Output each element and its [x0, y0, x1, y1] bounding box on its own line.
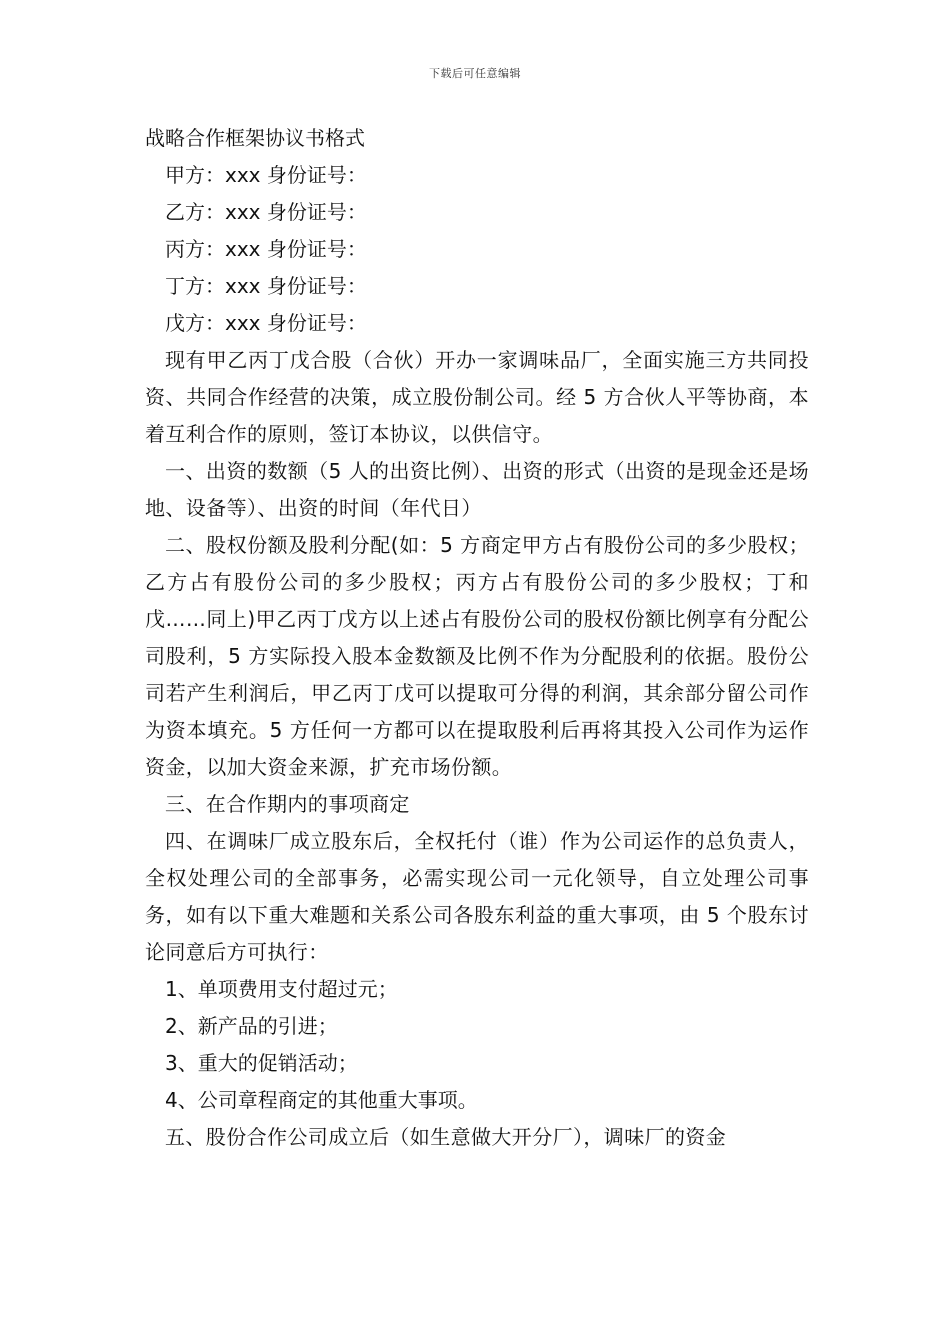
party-line: 乙方：xxx 身份证号：	[165, 200, 367, 224]
section-5-paragraph: 五、股份合作公司成立后（如生意做大开分厂），调味厂的资金	[165, 1125, 727, 1149]
list-item: 4、公司章程商定的其他重大事项。	[165, 1088, 478, 1112]
party-line: 丁方：xxx 身份证号：	[165, 274, 367, 298]
document-body	[145, 120, 809, 1156]
list-item: 1、单项费用支付超过元；	[165, 977, 398, 1001]
document-title: 战略合作框架协议书格式	[145, 126, 365, 150]
section-4-paragraph: 四、在调味厂成立股东后，全权托付（谁）作为公司运作的总负责人，全权处理公司的全部事务，必需实现公司一元化领导，自立处理公司事务，如有以下重大难题和关系公司各股东利益的重大事项，由 5 个股东讨论同意后方可执行：	[145, 829, 809, 964]
party-line: 甲方：xxx 身份证号：	[165, 163, 367, 187]
section-3-paragraph: 三、在合作期内的事项商定	[165, 792, 410, 816]
party-line: 丙方：xxx 身份证号：	[165, 237, 367, 261]
intro-paragraph: 现有甲乙丙丁戊合股（合伙）开办一家调味品厂，全面实施三方共同投资、共同合作经营的决策，成立股份制公司。经 5 方合伙人平等协商，本着互利合作的原则，签订本协议，以供信守。	[145, 348, 809, 446]
party-line: 戊方：xxx 身份证号：	[165, 311, 367, 335]
header-note: 下载后可任意编辑	[429, 67, 521, 80]
list-item: 2、新产品的引进；	[165, 1014, 338, 1038]
list-item: 3、重大的促销活动；	[165, 1051, 358, 1075]
section-2-paragraph: 二、股权份额及股利分配(如：5 方商定甲方占有股份公司的多少股权；乙方占有股份公司的多少股权；丙方占有股份公司的多少股权；丁和戊……同上)甲乙丙丁戊方以上述占有股份公司的股权份额比例享有分配公司股利，5 方实际投入股本金数额及比例不作为分配股利的依据。股份公司若产生利润后，甲乙丙丁戊可以提取可分得的利润，其余部分留公司作为资本填充。5 方任何一方都可以在提取股利后再将其投入公司作为运作资金，以加大资金来源，扩充市场份额。	[145, 533, 809, 779]
section-1-paragraph: 一、出资的数额（5 人的出资比例）、出资的形式（出资的是现金还是场地、设备等）、出资的时间（年代日）	[145, 459, 809, 520]
